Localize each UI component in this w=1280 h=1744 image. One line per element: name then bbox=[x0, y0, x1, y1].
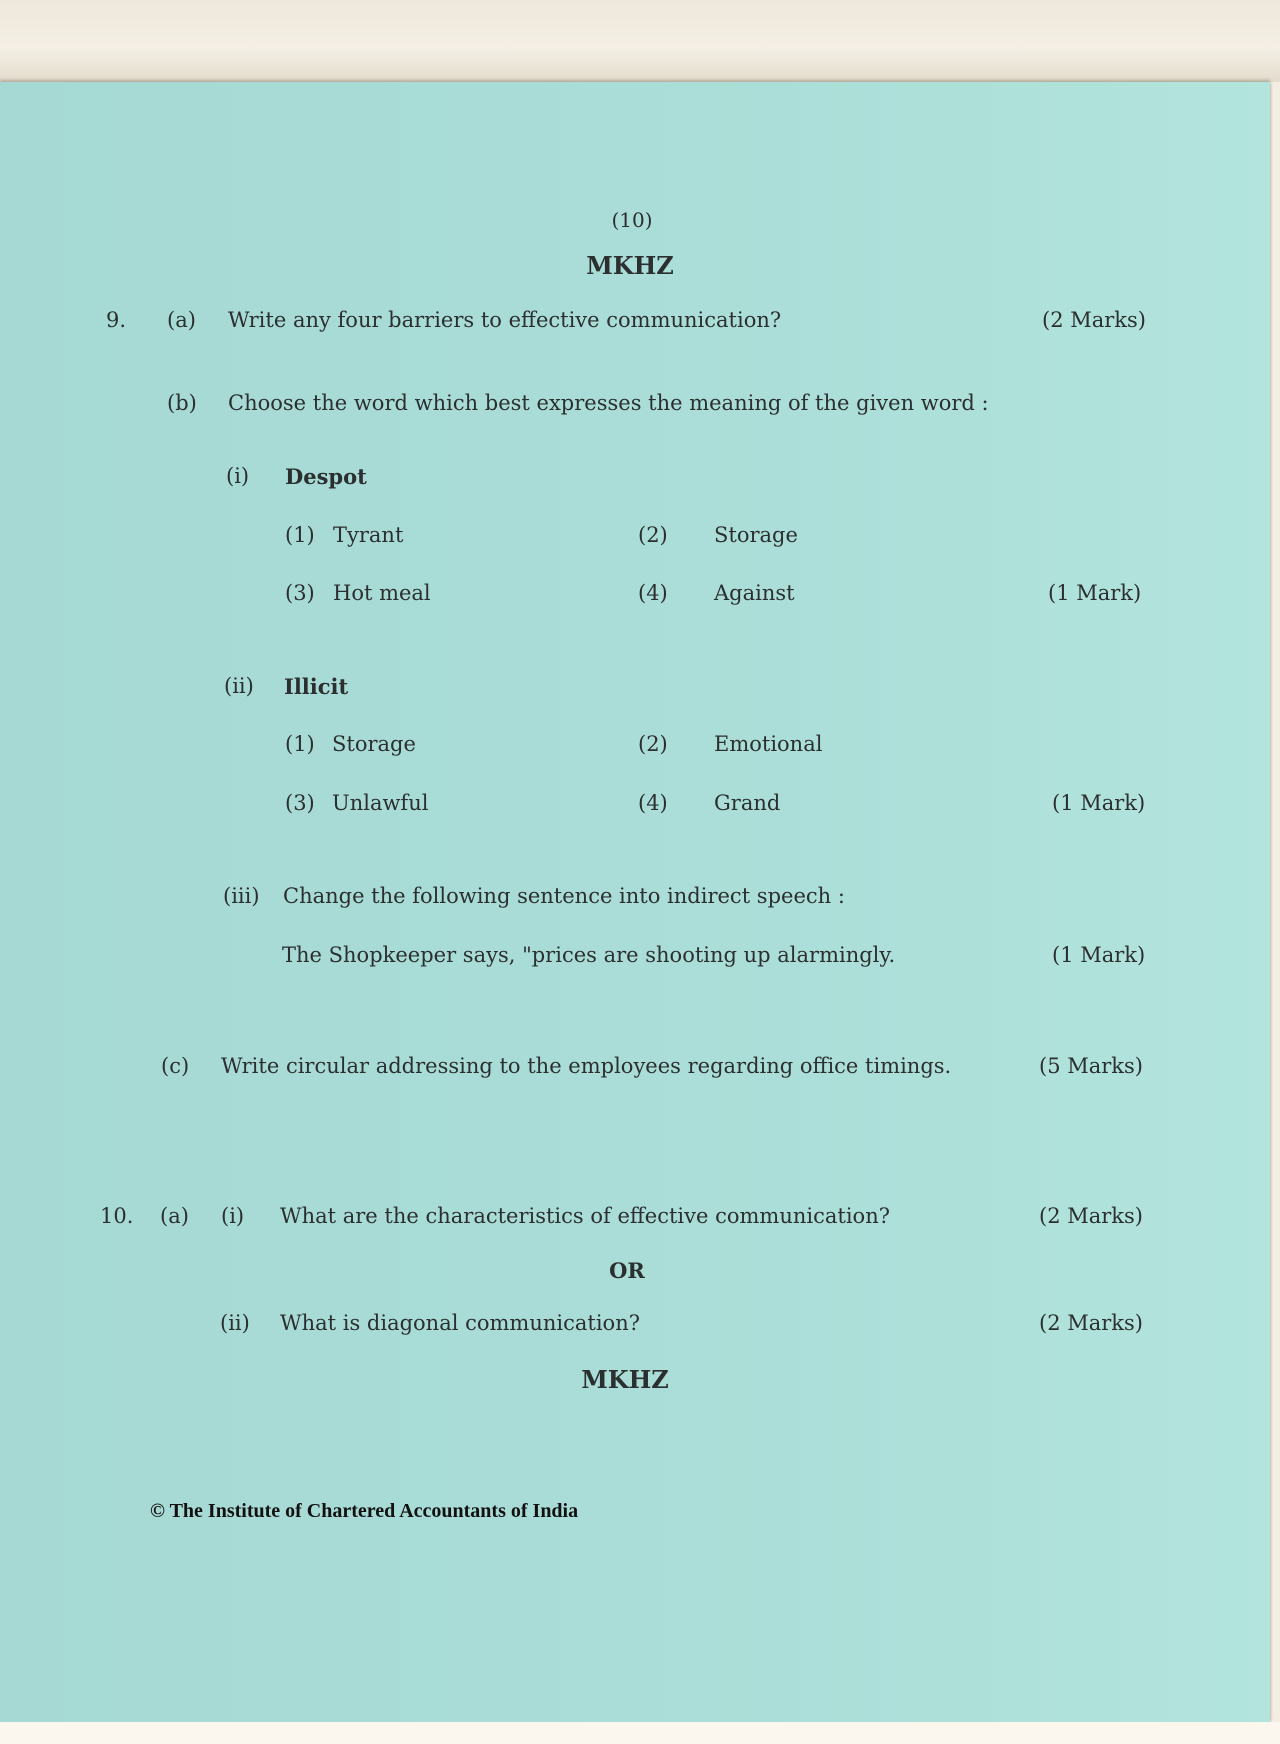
option-text: Grand bbox=[714, 791, 781, 815]
page-number: (10) bbox=[611, 208, 653, 232]
option-text: Unlawful bbox=[332, 791, 429, 815]
question-number: 9. bbox=[106, 308, 127, 332]
option-text: Storage bbox=[332, 732, 416, 756]
option-number: (2) bbox=[638, 523, 668, 547]
sub-part-label: (i) bbox=[221, 1204, 245, 1228]
question-number: 10. bbox=[100, 1204, 134, 1228]
question-text: Write any four barriers to effective communication? bbox=[228, 308, 782, 332]
question-text: What are the characteristics of effective communication? bbox=[280, 1204, 890, 1228]
scan-bottom-margin bbox=[0, 1722, 1280, 1744]
option-number: (3) bbox=[285, 791, 315, 815]
question-text: Write circular addressing to the employees regarding office timings. bbox=[221, 1054, 952, 1078]
question-text: Choose the word which best expresses the meaning of the given word : bbox=[228, 391, 989, 415]
scan-top-margin bbox=[0, 0, 1280, 82]
marks: (1 Mark) bbox=[1048, 581, 1142, 605]
sub-part-label: (ii) bbox=[220, 1311, 250, 1335]
question-text: Change the following sentence into indirect speech : bbox=[283, 884, 845, 908]
or-separator: OR bbox=[609, 1258, 645, 1283]
option-text: Emotional bbox=[714, 732, 823, 756]
option-text: Against bbox=[714, 581, 795, 605]
part-label: (c) bbox=[161, 1054, 190, 1078]
part-label: (a) bbox=[167, 308, 196, 332]
option-number: (4) bbox=[638, 581, 668, 605]
marks: (2 Marks) bbox=[1039, 1311, 1143, 1335]
option-number: (1) bbox=[285, 523, 315, 547]
part-label: (b) bbox=[167, 391, 197, 415]
option-number: (3) bbox=[285, 581, 315, 605]
marks: (1 Mark) bbox=[1052, 791, 1146, 815]
direct-speech-sentence: The Shopkeeper says, "prices are shooting up alarmingly. bbox=[282, 943, 896, 967]
sub-part-label: (ii) bbox=[224, 674, 254, 698]
copyright-notice: © The Institute of Chartered Accountants of India bbox=[150, 1500, 579, 1522]
option-text: Storage bbox=[714, 523, 798, 547]
question-text: What is diagonal communication? bbox=[280, 1311, 640, 1335]
sub-part-label: (iii) bbox=[223, 884, 260, 908]
exam-page bbox=[0, 82, 1270, 1722]
option-text: Tyrant bbox=[333, 523, 404, 547]
option-text: Hot meal bbox=[333, 581, 431, 605]
marks: (2 Marks) bbox=[1042, 308, 1146, 332]
option-number: (1) bbox=[285, 732, 315, 756]
paper-code-header: MKHZ bbox=[586, 251, 674, 280]
option-number: (2) bbox=[638, 732, 668, 756]
given-word: Illicit bbox=[284, 674, 349, 699]
given-word: Despot bbox=[285, 464, 367, 489]
marks: (5 Marks) bbox=[1039, 1054, 1143, 1078]
marks: (2 Marks) bbox=[1039, 1204, 1143, 1228]
option-number: (4) bbox=[638, 791, 668, 815]
sub-part-label: (i) bbox=[226, 464, 250, 488]
paper-code-footer: MKHZ bbox=[581, 1365, 669, 1394]
part-label: (a) bbox=[160, 1204, 189, 1228]
marks: (1 Mark) bbox=[1052, 943, 1146, 967]
